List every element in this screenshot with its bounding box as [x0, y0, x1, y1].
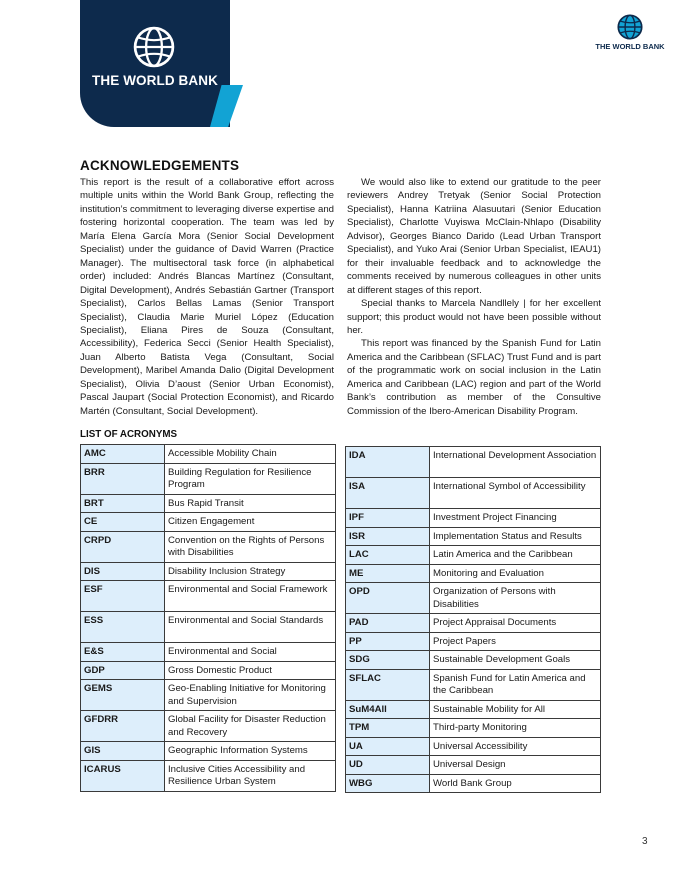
table-row — [346, 774, 601, 793]
acronym-definition: Project Appraisal Documents — [430, 614, 601, 633]
acronym-definition: International Symbol of Accessibility — [430, 478, 601, 509]
globe-icon — [617, 14, 643, 40]
table-row — [346, 700, 601, 719]
acronym-definition: Convention on the Rights of Persons with Disabilities — [165, 531, 336, 562]
acknowledgements-right-column — [347, 176, 601, 418]
table-row — [346, 546, 601, 565]
acronym-definition: Sustainable Mobility for All — [430, 700, 601, 719]
acronym-code: LAC — [346, 546, 430, 565]
acronym-definition: Bus Rapid Transit — [165, 494, 336, 513]
acknowledgement-paragraph: This report was financed by the Spanish Fund for Latin America and the Caribbean (SFLAC) Trust Fund and is part of the programmatic work on social inclusion in the Latin America and Caribbean (LAC) region and part of the World Bank’s contribution as member of the Consultive Commission of the Ibero-American Disability Program. — [347, 338, 601, 417]
acronym-code: GEMS — [81, 680, 165, 711]
acronym-code: UA — [346, 737, 430, 756]
acronym-code: CRPD — [81, 531, 165, 562]
acronym-definition: Sustainable Development Goals — [430, 651, 601, 670]
acronym-definition: International Development Association — [430, 447, 601, 478]
table-row — [81, 680, 336, 711]
table-row — [81, 760, 336, 791]
header-banner — [80, 0, 230, 127]
table-row — [81, 463, 336, 494]
acronym-definition: Latin America and the Caribbean — [430, 546, 601, 565]
table-row — [81, 711, 336, 742]
table-row — [81, 581, 336, 612]
acronym-definition: World Bank Group — [430, 774, 601, 793]
table-row — [346, 756, 601, 775]
acronym-definition: Investment Project Financing — [430, 509, 601, 528]
table-row — [346, 737, 601, 756]
acronym-definition: Monitoring and Evaluation — [430, 564, 601, 583]
acronym-code: ICARUS — [81, 760, 165, 791]
table-row — [81, 494, 336, 513]
acronym-code: IPF — [346, 509, 430, 528]
acknowledgements-left-column — [80, 176, 334, 418]
acronym-definition: Global Facility for Disaster Reduction and Recovery — [165, 711, 336, 742]
acronym-code: PP — [346, 632, 430, 651]
acronym-code: ISR — [346, 527, 430, 546]
acronym-definition: Geographic Information Systems — [165, 742, 336, 761]
table-row — [346, 669, 601, 700]
acronym-code: GIS — [81, 742, 165, 761]
acronym-definition: Environmental and Social Framework — [165, 581, 336, 612]
globe-icon — [133, 26, 175, 68]
acronym-code: GDP — [81, 661, 165, 680]
acronym-code: ESS — [81, 612, 165, 643]
acknowledgement-paragraph: This report is the result of a collaborative effort across multiple units within the World Bank Group, reflecting the institution’s commitment to leveraging diverse expertise and fostering horizontal cooperation. The team was led by María Elena García Mora (Senior Social Development Specialist) under the guidance of David Warren (Practice Manager). The multisectoral task force (in alphabetical order) included: Andrés Blancas Martínez (Consultant, Digital Development), Andrés Sebastián Gartner (Transport Specialist), Carlos Bellas Lamas (Senior Transport Specialist), Claudia Marie Muriel López (Education Specialist), Eliana Pires de Souza (Consultant, Accessibility), Federica Secci (Senior Health Specialist), Juan Alberto Batista Vega (Consultant, Social Development), Maribel Amanda Dalio (Digital Development Specialist), Olivia D’aoust (Senior Urban Economist), Pascal Jaupart (Social Protection Economist), and Ricardo Martén (Consultant, Social Development). — [80, 177, 334, 417]
table-row — [81, 643, 336, 662]
table-row — [81, 612, 336, 643]
acronym-definition: Environmental and Social Standards — [165, 612, 336, 643]
acronym-code: UD — [346, 756, 430, 775]
acronym-code: ESF — [81, 581, 165, 612]
acronym-definition: Geo-Enabling Initiative for Monitoring and Supervision — [165, 680, 336, 711]
page-heading: ACKNOWLEDGEMENTS — [80, 158, 240, 173]
table-row — [81, 661, 336, 680]
acronym-code: E&S — [81, 643, 165, 662]
corner-brand-name: THE WORLD BANK — [595, 42, 665, 51]
page-number: 3 — [642, 836, 648, 847]
acronym-code: ME — [346, 564, 430, 583]
acronym-code: WBG — [346, 774, 430, 793]
acronym-definition: Spanish Fund for Latin America and the Caribbean — [430, 669, 601, 700]
table-row — [346, 564, 601, 583]
table-row — [346, 478, 601, 509]
table-row — [81, 531, 336, 562]
acronym-definition: Universal Accessibility — [430, 737, 601, 756]
acronym-code: TPM — [346, 719, 430, 738]
table-row — [81, 445, 336, 464]
acronym-code: PAD — [346, 614, 430, 633]
acronym-code: SDG — [346, 651, 430, 670]
acronym-definition: Environmental and Social — [165, 643, 336, 662]
table-row — [346, 509, 601, 528]
acronym-definition: Inclusive Cities Accessibility and Resilience Urban System — [165, 760, 336, 791]
brand-name: THE WORLD BANK — [92, 73, 218, 88]
table-row — [346, 447, 601, 478]
acronyms-title: LIST OF ACRONYMS — [80, 429, 178, 440]
table-row — [346, 527, 601, 546]
table-row — [81, 742, 336, 761]
acronym-code: DIS — [81, 562, 165, 581]
acknowledgement-paragraph: Special thanks to Marcela Nandllely | for her excellent support; this product would not have been possible without her. — [347, 298, 601, 336]
acronyms-table-right — [345, 446, 601, 793]
acronym-code: IDA — [346, 447, 430, 478]
acronym-definition: Building Regulation for Resilience Program — [165, 463, 336, 494]
acronym-definition: Project Papers — [430, 632, 601, 651]
acronym-code: ISA — [346, 478, 430, 509]
acronym-definition: Implementation Status and Results — [430, 527, 601, 546]
table-row — [346, 583, 601, 614]
acronym-code: SFLAC — [346, 669, 430, 700]
acronyms-table-left — [80, 444, 336, 792]
acronym-definition: Disability Inclusion Strategy — [165, 562, 336, 581]
acronym-definition: Universal Design — [430, 756, 601, 775]
acronym-definition: Organization of Persons with Disabilities — [430, 583, 601, 614]
acronym-definition: Third-party Monitoring — [430, 719, 601, 738]
table-row — [346, 614, 601, 633]
acronym-definition: Gross Domestic Product — [165, 661, 336, 680]
acronym-definition: Citizen Engagement — [165, 513, 336, 532]
acknowledgement-paragraph: We would also like to extend our gratitude to the peer reviewers Andrey Tretyak (Senior Social Protection Specialist), Hanna Katriina Alasuutari (Senior Education Specialist), Charlotte Vuyiswa McClain-Nhlapo (Disability Advisor), Georges Bianco Darido (Lead Urban Transport Specialist), and Yuko Arai (Senior Urban Specialist, IEAU1) for their invaluable feedback and to acknowledge the comments received by numerous colleagues in other units at different stages of this report. — [347, 177, 601, 296]
acronym-code: BRT — [81, 494, 165, 513]
table-row — [81, 513, 336, 532]
acronym-code: SuM4All — [346, 700, 430, 719]
acronym-code: BRR — [81, 463, 165, 494]
acronym-code: AMC — [81, 445, 165, 464]
table-row — [346, 651, 601, 670]
acronym-code: OPD — [346, 583, 430, 614]
acronym-definition: Accessible Mobility Chain — [165, 445, 336, 464]
acronym-code: CE — [81, 513, 165, 532]
table-row — [346, 632, 601, 651]
table-row — [81, 562, 336, 581]
corner-logo — [592, 14, 668, 51]
acronym-code: GFDRR — [81, 711, 165, 742]
table-row — [346, 719, 601, 738]
